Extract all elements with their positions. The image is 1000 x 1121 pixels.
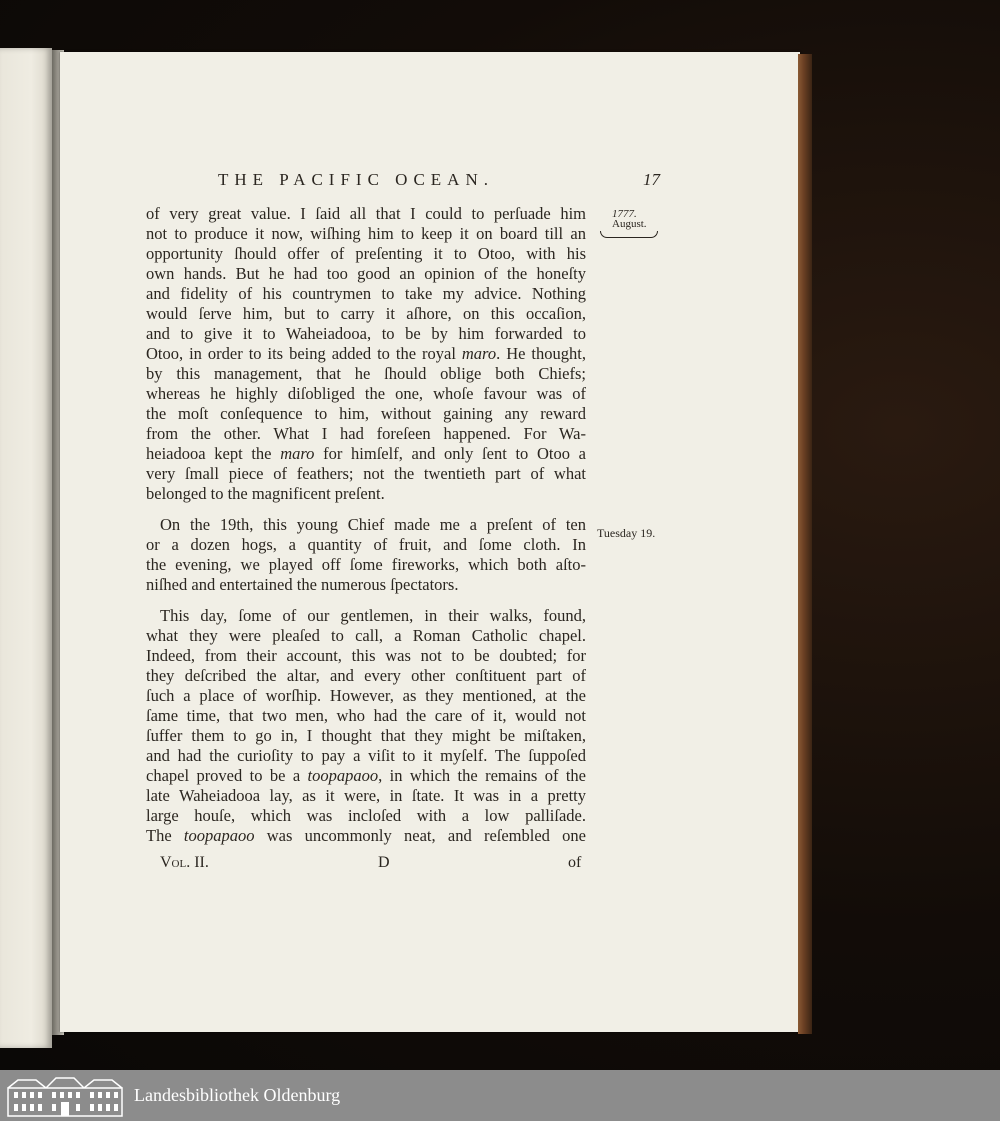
margin-note-year: 1777. <box>612 208 637 220</box>
margin-note-day: Tuesday 19. <box>597 526 656 540</box>
margin-note-month: August. <box>612 218 647 230</box>
text-line: would ſerve him, but to carry it aſhore, on this occaſion, <box>146 304 586 323</box>
text-line: and fidelity of his countrymen to take my advice. Nothing <box>146 284 586 303</box>
text-line: ſuffer them to go in, I thought that they might be miſtaken, <box>146 726 586 745</box>
text-line: large houſe, which was incloſed with a low palliſade. <box>146 806 586 825</box>
text-line: ſuch a place of worſhip. However, as they mentioned, at the <box>146 686 586 705</box>
text-line: Otoo, in order to its being added to the royal maro. He thought, <box>146 344 586 363</box>
running-head: THE PACIFIC OCEAN. <box>218 170 494 189</box>
text-line: or a dozen hogs, a quantity of fruit, and ſome cloth. In <box>146 535 586 554</box>
text-line: what they were pleaſed to call, a Roman Catholic chapel. <box>146 626 586 645</box>
margin-brace <box>600 231 658 238</box>
text-line: and to give it to Waheiadooa, to be by him forwarded to <box>146 324 586 343</box>
text-line: by this management, that he ſhould oblige both Chiefs; <box>146 364 586 383</box>
text-line: On the 19th, this young Chief made me a preſent of ten <box>160 515 586 534</box>
text-line: whereas he highly diſobliged the one, whoſe favour was of <box>146 384 586 403</box>
catchword: of <box>568 854 582 871</box>
library-name: Landesbibliothek Oldenburg <box>134 1085 341 1105</box>
facing-page-edge <box>0 48 52 1048</box>
signature-mark: D <box>378 854 390 871</box>
text-line: opportunity ſhould offer of preſenting it to Otoo, with his <box>146 244 586 263</box>
text-line: This day, ſome of our gentlemen, in their walks, found, <box>160 606 586 625</box>
text-line: The toopapaoo was uncommonly neat, and reſembled one <box>146 826 586 845</box>
volume-mark: Vol. II. <box>160 854 209 871</box>
text-line: ſame time, that two men, who had the care of it, would not <box>146 706 586 725</box>
text-line: belonged to the magnificent preſent. <box>146 484 385 503</box>
text-line: Indeed, from their account, this was not to be doubted; for <box>146 646 586 665</box>
text-line: not to produce it now, wiſhing him to keep it on board till an <box>146 224 586 243</box>
text-line: niſhed and entertained the numerous ſpectators. <box>146 575 459 594</box>
text-line: chapel proved to be a toopapaoo, in which the remains of the <box>146 766 587 785</box>
text-line: the evening, we played off ſome fireworks, which both aſto- <box>146 555 586 574</box>
text-line: and had the curioſity to pay a viſit to it myſelf. The ſuppoſed <box>146 746 586 765</box>
text-line: they deſcribed the altar, and every other conſtituent part of <box>146 666 586 685</box>
text-line: of very great value. I ſaid all that I could to perſuade him <box>146 204 586 223</box>
text-line: the moſt conſequence to him, without gaining any reward <box>146 404 586 423</box>
library-building-icon <box>6 1074 124 1118</box>
text-line: from the other. What I had foreſeen happened. For Wa- <box>146 424 586 443</box>
text-line: late Waheiadooa lay, as it were, in ſtate. It was in a pretty <box>146 786 586 805</box>
text-line: very ſmall piece of feathers; not the twentieth part of what <box>146 464 586 483</box>
text-line: own hands. But he had too good an opinion of the honeſty <box>146 264 586 283</box>
page-block-edge <box>798 54 812 1034</box>
page-number: 17 <box>643 170 660 189</box>
text-line: heiadooa kept the maro for himſelf, and only ſent to Otoo a <box>146 444 586 463</box>
